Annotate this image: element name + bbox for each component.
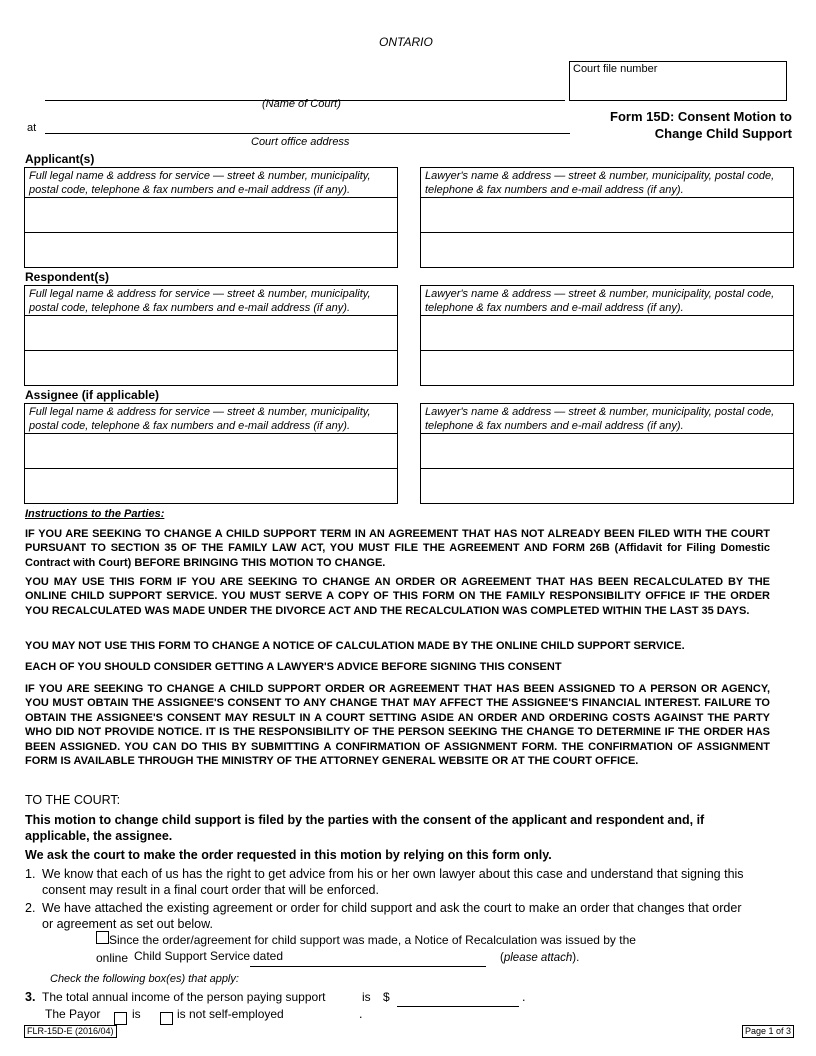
payor-is-label: is [132, 1007, 141, 1021]
applicant-lawyer-box[interactable] [420, 167, 794, 268]
form-code-badge: FLR-15D-E (2016/04) [24, 1025, 117, 1038]
court-office-address-line[interactable] [45, 133, 570, 134]
at-label: at [27, 122, 37, 134]
applicant-lawyer-hint: Lawyer's name & address — street & number, municipality, postal code, telephone & fax numbers and e-mail address (if any). [425, 170, 775, 196]
form-title-line1: Form 15D: Consent Motion to [610, 109, 792, 124]
court-office-address-label: Court office address [251, 136, 350, 148]
recalculation-text: Since the order/agreement for child support was made, a Notice of Recalculation was issued by the [109, 933, 636, 947]
applicant-heading: Applicant(s) [25, 152, 95, 166]
item3-is: is [362, 990, 371, 1004]
page-number-badge: Page 1 of 3 [742, 1025, 794, 1038]
payor-label: The Payor [45, 1007, 101, 1021]
intro-consent-text: This motion to change child support is filed by the parties with the consent of the applicant and respondent and, if applicable, the assignee. [25, 813, 705, 843]
form-title [610, 108, 792, 142]
assignee-name-hint: Full legal name & address for service — street & number, municipality, postal code, telephone & fax numbers and e-mail address (if any). [29, 406, 371, 432]
item2-number: 2. [25, 901, 36, 915]
assignee-info-box[interactable] [24, 403, 398, 504]
instructions-heading: Instructions to the Parties: [25, 508, 165, 520]
instruction-paragraph: YOU MAY USE THIS FORM IF YOU ARE SEEKING TO CHANGE AN ORDER OR AGREEMENT THAT HAS BEEN RECALCULATED BY THE ONLINE CHILD SUPPORT SERVICE. YOU MUST SERVE A COPY OF THIS FORM ON THE FAMILY RESPONSIBILITY OFFICE IF THE ORDER YOU RECALCULATED WAS MADE UNDER THE DIVORCE ACT AND THE RECALCULATION WAS COMPLETED WITHIN THE LAST 35 DAYS. [25, 576, 770, 617]
please-attach-note: (please attach). [500, 952, 580, 964]
assignee-lawyer-box[interactable] [420, 403, 794, 504]
item1-number: 1. [25, 867, 36, 881]
province-label: ONTARIO [379, 35, 433, 49]
recalculation-service: Child Support Service [134, 949, 251, 963]
applicant-name-hint: Full legal name & address for service — street & number, municipality, postal code, telephone & fax numbers and e-mail address (if any). [29, 170, 371, 196]
instruction-paragraph: YOU MAY NOT USE THIS FORM TO CHANGE A NOTICE OF CALCULATION MADE BY THE ONLINE CHILD SUPPORT SERVICE. [25, 640, 685, 652]
to-the-court-heading: TO THE COURT: [25, 793, 121, 807]
applicant-info-box[interactable] [24, 167, 398, 268]
check-boxes-instruction: Check the following box(es) that apply: [50, 973, 239, 985]
item3-number: 3. [25, 990, 36, 1004]
item2-text: We have attached the existing agreement or order for child support and ask the court to make an order that changes that order or agreement as set out below. [42, 901, 742, 931]
name-of-court-label: (Name of Court) [262, 98, 341, 110]
instruction-paragraph: IF YOU ARE SEEKING TO CHANGE A CHILD SUPPORT ORDER OR AGREEMENT THAT HAS BEEN ASSIGNED TO A PERSON OR AGENCY, YOU MUST OBTAIN THE ASSIGNEE'S CONSENT TO ANY CHANGE THAT MAY AFFECT THE ASSIGNEE'S FINANCIAL INTEREST. FAILURE TO OBTAIN THE ASSIGNEE'S CONSENT MAY RESULT IN A COURT SETTING ASIDE AN ORDER AND ORDERING COSTS AGAINST THE PARTY WHO DID NOT PROVIDE NOTICE. IT IS THE RESPONSIBILITY OF THE PERSON SEEKING THE CHANGE TO DETERMINE IF THE ORDER HAS BEEN ASSIGNED. YOU CAN DO THIS BY SUBMITTING A CONFIRMATION OF ASSIGNMENT FORM. THE CONFIRMATION OF ASSIGNMENT FORM IS AVAILABLE THROUGH THE MINISTRY OF THE ATTORNEY GENERAL WEBSITE OR AT THE COURT OFFICE. [25, 683, 770, 768]
respondent-lawyer-hint: Lawyer's name & address — street & number, municipality, postal code, telephone & fax numbers and e-mail address (if any). [425, 288, 775, 314]
respondent-name-hint: Full legal name & address for service — street & number, municipality, postal code, telephone & fax numbers and e-mail address (if any). [29, 288, 371, 314]
item3-period: . [522, 990, 526, 1004]
item1-text: We know that each of us has the right to get advice from his or her own lawyer about this case and understand that signing this consent may result in a final court order that will be enforced. [42, 867, 744, 897]
form-title-line2: Change Child Support [654, 126, 792, 141]
payor-is-self-employed-checkbox[interactable] [114, 1012, 127, 1025]
recalculation-online: online [96, 951, 129, 965]
payor-is-not-label: is not self-employed [177, 1007, 284, 1021]
intro-request-text: We ask the court to make the order requested in this motion by relying on this form only. [25, 848, 552, 862]
instruction-paragraph: EACH OF YOU SHOULD CONSIDER GETTING A LAWYER'S ADVICE BEFORE SIGNING THIS CONSENT [25, 661, 562, 673]
court-file-number-field[interactable] [569, 61, 787, 101]
payor-period: . [359, 1007, 363, 1021]
item3-dollar: $ [383, 990, 390, 1004]
item3-text: The total annual income of the person paying support [42, 990, 326, 1004]
respondent-info-box[interactable] [24, 285, 398, 386]
court-file-number-label: Court file number [573, 63, 658, 75]
assignee-lawyer-hint: Lawyer's name & address — street & number, municipality, postal code, telephone & fax numbers and e-mail address (if any). [425, 406, 775, 432]
assignee-heading: Assignee (if applicable) [25, 388, 160, 402]
recalculation-date-field[interactable] [250, 966, 486, 967]
payor-not-self-employed-checkbox[interactable] [160, 1012, 173, 1025]
respondent-lawyer-box[interactable] [420, 285, 794, 386]
annual-income-field[interactable] [397, 1006, 519, 1007]
instruction-paragraph: IF YOU ARE SEEKING TO CHANGE A CHILD SUPPORT TERM IN AN AGREEMENT THAT HAS NOT ALREADY BEEN FILED WITH THE COURT PURSUANT TO SECTION 35 OF THE FAMILY LAW ACT, YOU MUST FILE THE AGREEMENT AND FORM 26B (Affidavit for Filing Domestic Contract with Court) BEFORE BRINGING THIS MOTION TO CHANGE. [25, 528, 770, 569]
recalculation-dated: dated [253, 949, 284, 963]
recalculation-checkbox[interactable] [96, 931, 109, 944]
respondent-heading: Respondent(s) [25, 270, 109, 284]
